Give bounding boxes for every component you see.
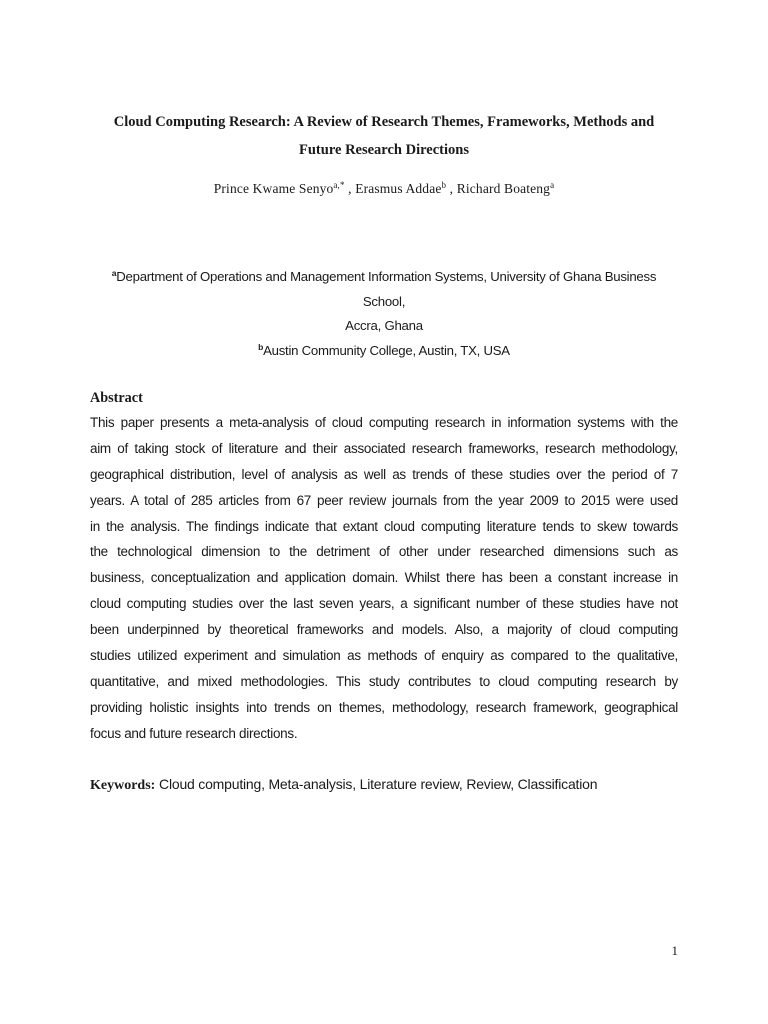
abstract-line: studies utilized experiment and simulation as methods of enquiry as compared to the qualitative,: [90, 648, 678, 664]
author-name: Erasmus Addae: [355, 181, 442, 196]
page-number: 1: [671, 943, 678, 958]
abstract-heading: Abstract: [90, 390, 143, 406]
paper-title-line-1: Cloud Computing Research: A Review of Research Themes, Frameworks, Methods and: [113, 114, 655, 130]
author-name: Richard Boateng: [456, 181, 551, 196]
affiliation-a: [90, 265, 678, 314]
affiliation-a-mark: a: [111, 268, 117, 278]
author-affiliation-mark: a,*: [333, 180, 345, 190]
abstract-line: years. A total of 285 articles from 67 peer review journals from the year 2009 to 2015 were used: [90, 492, 678, 508]
affiliation-a-line-1: Department of Operations and Management Information Systems, University of Ghana Business School,: [116, 269, 657, 309]
abstract-line: in the analysis. The findings indicate that extant cloud computing literature tends to skew towards: [90, 518, 678, 534]
author-separator: ,: [344, 181, 356, 196]
affiliation-block: [90, 265, 678, 363]
author-name: Prince Kwame Senyo: [213, 181, 334, 196]
abstract-line: providing holistic insights into trends on themes, methodology, research framework, geographical: [90, 699, 678, 715]
affiliation-b: [90, 339, 678, 364]
keywords: [90, 773, 678, 797]
affiliation-b-line: Austin Community College, Austin, TX, USA: [263, 342, 510, 358]
keywords-label: Keywords:: [90, 778, 156, 793]
abstract-line: cloud computing studies over the last seven years, a significant number of these studies have not: [90, 596, 678, 612]
keywords-text: Cloud computing, Meta-analysis, Literature review, Review, Classification: [159, 776, 598, 792]
abstract-line: This paper presents a meta-analysis of cloud computing research in information systems with the: [90, 415, 678, 430]
abstract-line: the technological dimension to the detriment of other under researched dimensions such as: [90, 544, 678, 560]
abstract-line: geographical distribution, level of analysis as well as trends of these studies over the period of 7: [90, 466, 678, 482]
abstract-body: [90, 410, 678, 747]
affiliation-b-mark: b: [258, 341, 264, 352]
abstract-line: focus and future research directions.: [90, 725, 298, 741]
abstract-line: business, conceptualization and application domain. Whilst there has been a constant increase in: [90, 570, 678, 586]
abstract-line: aim of taking stock of literature and their associated research frameworks, research methodology,: [90, 440, 678, 456]
author-separator: ,: [446, 181, 457, 196]
abstract-line: quantitative, and mixed methodologies. This study contributes to cloud computing research by: [90, 673, 678, 689]
affiliation-a-line-2: Accra, Ghana: [345, 318, 423, 333]
author-affiliation-mark: b: [441, 180, 447, 190]
paper-title-line-2: Future Research Directions: [299, 142, 469, 158]
paper-title: [90, 108, 678, 164]
author-affiliation-mark: a: [550, 180, 555, 190]
author-list: [90, 179, 678, 199]
abstract-line: been underpinned by theoretical frameworks and models. Also, a majority of cloud computing: [90, 622, 678, 638]
